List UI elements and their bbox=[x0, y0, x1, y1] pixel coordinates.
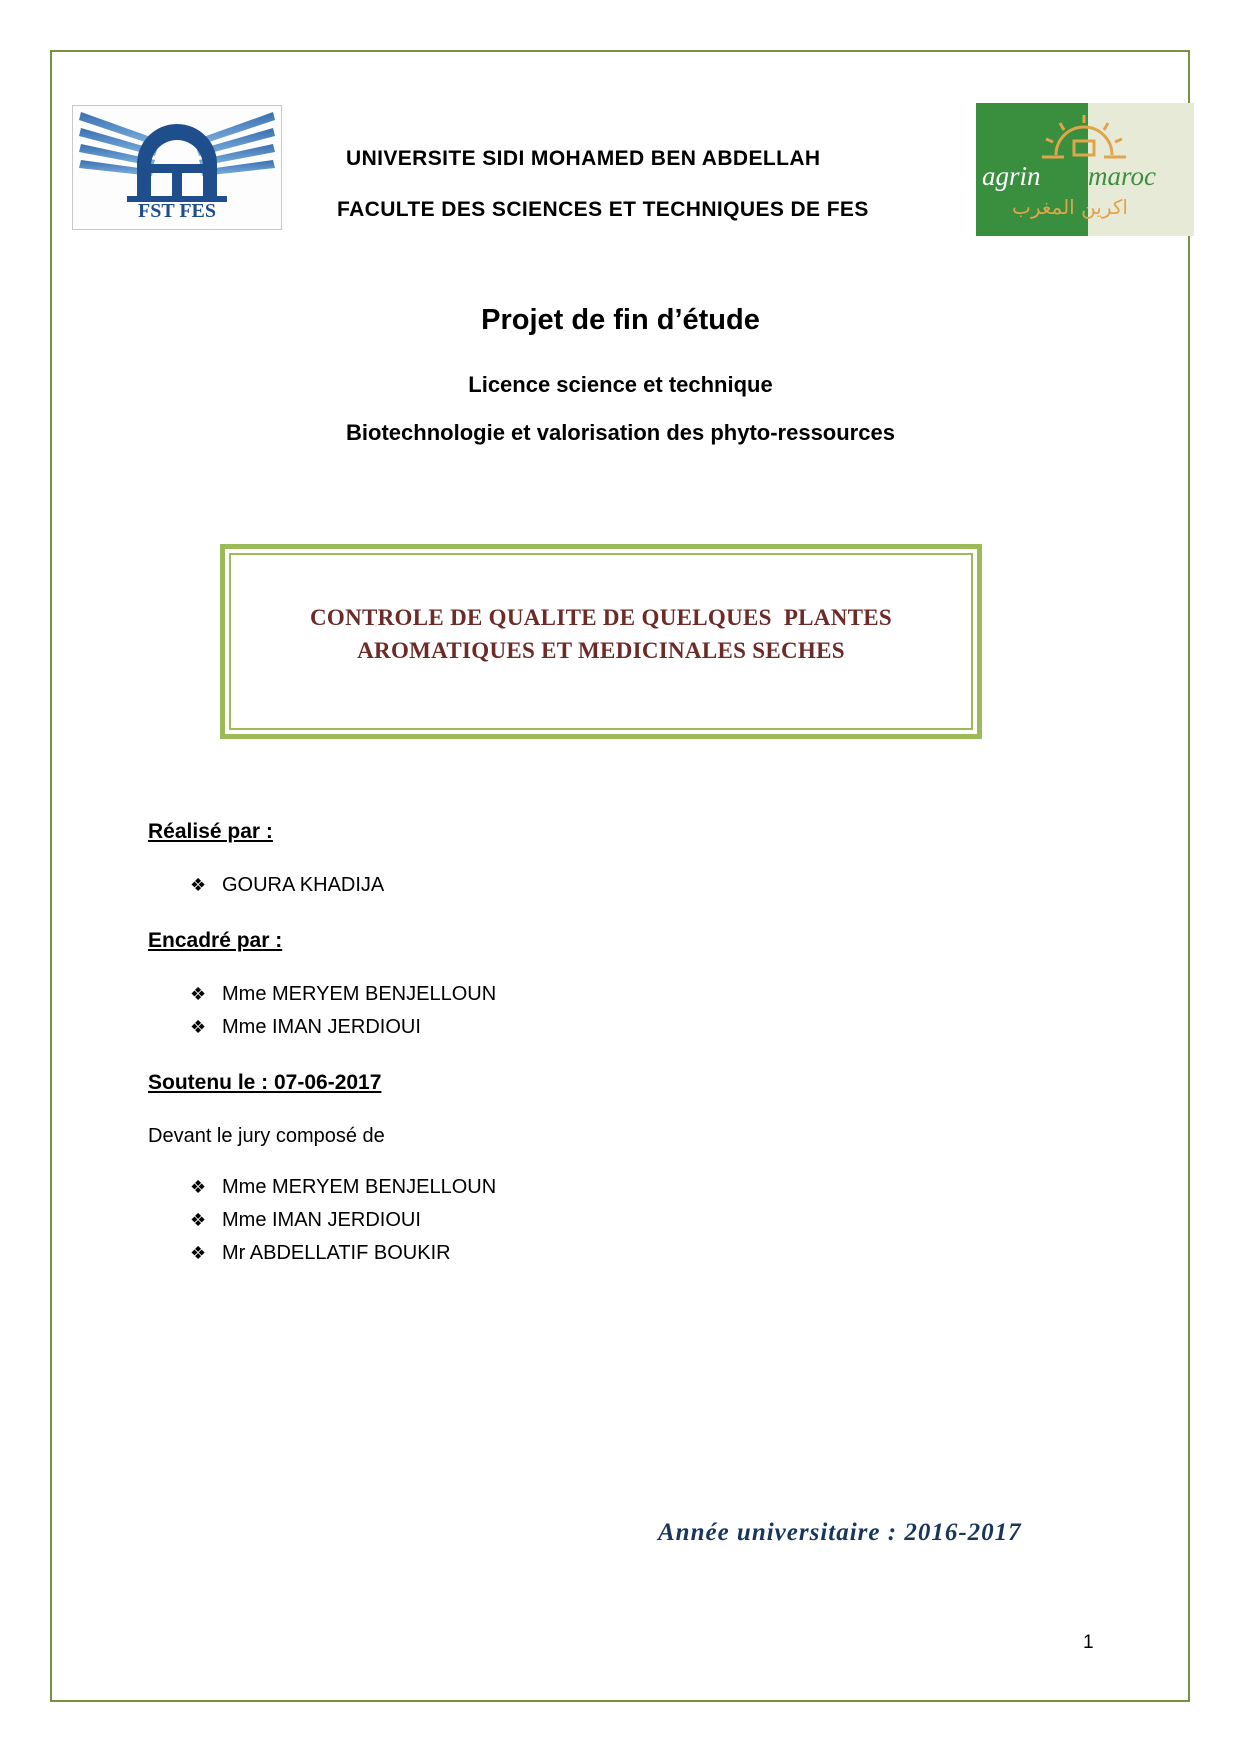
specialty-name: Biotechnologie et valorisation des phyto-ressources bbox=[346, 420, 895, 445]
thesis-title bbox=[225, 601, 977, 667]
jury-member-name: Mr ABDELLATIF BOUKIR bbox=[222, 1242, 451, 1264]
diamond-bullet-icon: ❖ bbox=[190, 1177, 207, 1197]
academic-year: Année universitaire : 2016-2017 bbox=[658, 1519, 1022, 1546]
encadre-par-heading: Encadré par : bbox=[148, 929, 283, 952]
fst-fes-logo bbox=[72, 105, 282, 230]
university-name: UNIVERSITE SIDI MOHAMED BEN ABDELLAH bbox=[346, 147, 821, 170]
agrin-maroc-logo bbox=[976, 103, 1194, 236]
list-item bbox=[190, 1176, 496, 1199]
jury-member-name: Mme MERYEM BENJELLOUN bbox=[222, 1176, 497, 1198]
thesis-title-box bbox=[220, 544, 982, 739]
thesis-title-line-1: CONTROLE DE QUALITE DE QUELQUES PLANTES bbox=[309, 605, 892, 630]
diamond-bullet-icon: ❖ bbox=[190, 1210, 207, 1230]
jury-intro: Devant le jury composé de bbox=[148, 1125, 385, 1147]
realise-par-heading: Réalisé par : bbox=[148, 820, 273, 843]
diamond-bullet-icon: ❖ bbox=[190, 875, 207, 895]
page-number: 1 bbox=[1083, 1632, 1094, 1653]
list-item bbox=[190, 983, 496, 1006]
thesis-title-line-2: AROMATIQUES ET MEDICINALES SECHES bbox=[357, 638, 845, 663]
degree-name: Licence science et technique bbox=[468, 372, 773, 397]
diamond-bullet-icon: ❖ bbox=[190, 984, 207, 1004]
sun-icon bbox=[1034, 111, 1134, 163]
agrin-logo-arabic-text: اكرين المغرب bbox=[1012, 195, 1128, 219]
faculty-name: FACULTE DES SCIENCES ET TECHNIQUES DE FES bbox=[337, 198, 869, 221]
agrin-logo-text: agrin bbox=[982, 161, 1041, 191]
list-item bbox=[190, 1242, 451, 1265]
list-item bbox=[190, 1016, 421, 1039]
project-title: Projet de fin d’étude bbox=[481, 304, 760, 336]
fst-fes-logo-text: FST FES bbox=[138, 200, 216, 222]
maroc-logo-text: maroc bbox=[1088, 161, 1156, 191]
diamond-bullet-icon: ❖ bbox=[190, 1243, 207, 1263]
list-item bbox=[190, 1209, 421, 1232]
supervisor-name: Mme IMAN JERDIOUI bbox=[222, 1016, 421, 1038]
supervisor-name: Mme MERYEM BENJELLOUN bbox=[222, 983, 497, 1005]
list-item bbox=[190, 874, 384, 897]
diamond-bullet-icon: ❖ bbox=[190, 1017, 207, 1037]
author-name: GOURA KHADIJA bbox=[222, 874, 385, 896]
jury-member-name: Mme IMAN JERDIOUI bbox=[222, 1209, 421, 1231]
soutenu-le-heading: Soutenu le : 07-06-2017 bbox=[148, 1071, 382, 1094]
